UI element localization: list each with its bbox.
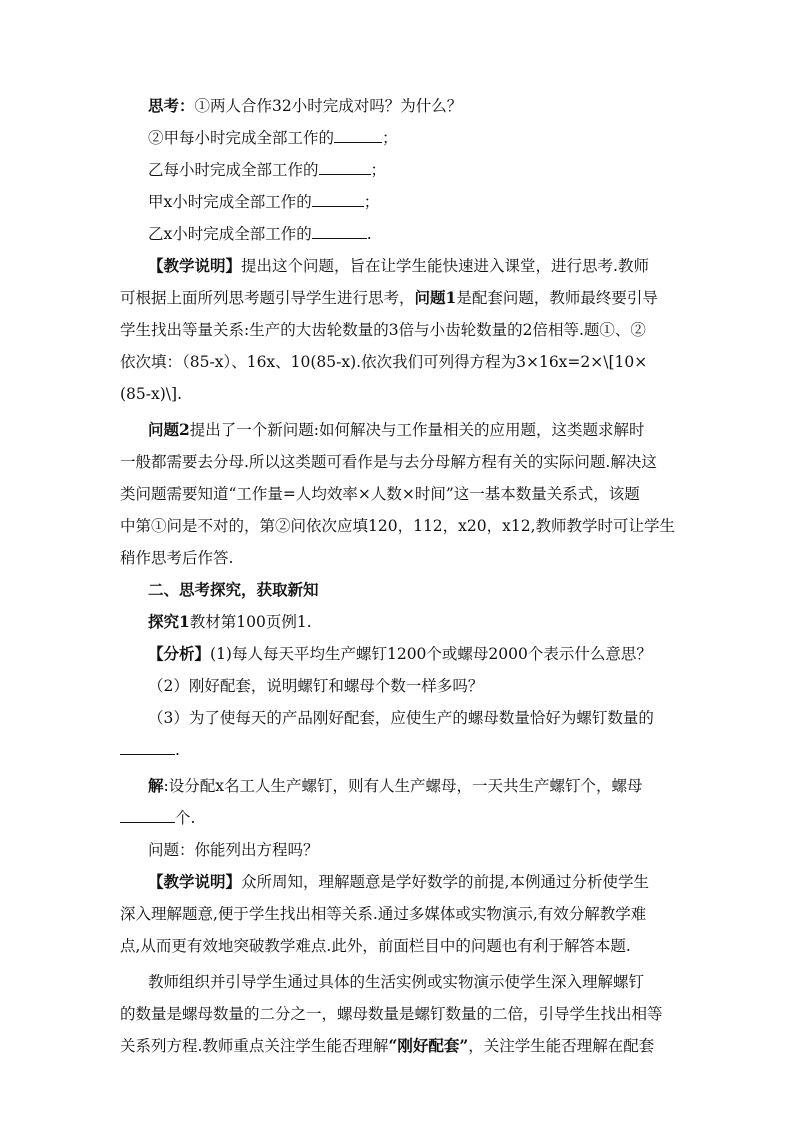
analysis-label: 【分析】 bbox=[148, 644, 211, 663]
line-text: 关系列方程.教师重点关注学生能否理解 bbox=[120, 1037, 389, 1055]
question-line bbox=[148, 840, 319, 860]
teaching-note-line-4 bbox=[120, 352, 647, 372]
problem-2-line-1 bbox=[148, 420, 645, 440]
teaching-note2-line-3 bbox=[120, 936, 631, 956]
teaching-note-line-1 bbox=[148, 256, 649, 276]
line-text: 可根据上面所列思考题引导学生进行思考， bbox=[120, 289, 415, 307]
line-text: ②甲每小时完成全部工作的 bbox=[148, 129, 335, 147]
line-end: 个. bbox=[175, 809, 196, 827]
line-text: (85-x)\]. bbox=[120, 385, 182, 403]
teaching-note-label: 【教学说明】 bbox=[148, 256, 242, 275]
problem-2-line-2 bbox=[120, 452, 657, 472]
line-text: 提出这个问题，旨在让学生能快速进入课堂，进行思考.教师 bbox=[241, 257, 649, 275]
section-heading bbox=[148, 580, 319, 600]
teaching-note-line-2 bbox=[120, 288, 658, 308]
problem-1-label: 问题1 bbox=[414, 288, 457, 307]
line-end: . bbox=[175, 741, 180, 759]
analysis-line-4 bbox=[120, 740, 180, 760]
line-text: 依次填：（85-x）、16x、10(85-x).依次我们可列得方程为3×16x=2×\[10× bbox=[120, 353, 648, 371]
line-text: 中第①问是不对的，第②问依次应填120，112，x20，x12,教师教学时可让学生 bbox=[120, 517, 676, 535]
line-end: . bbox=[366, 225, 372, 243]
answer-blank bbox=[312, 224, 367, 239]
line-text: 类问题需要知道“工作量=人均效率×人数×时间”这一基本数量关系式，该题 bbox=[120, 485, 640, 503]
answer-blank bbox=[334, 128, 382, 143]
think-question-2d bbox=[148, 224, 372, 244]
line-text: :设分配x名工人生产螺钉，则有人生产螺母，一天共生产螺钉个，螺母 bbox=[163, 777, 643, 795]
line-text: 乙每小时完成全部工作的 bbox=[148, 161, 319, 179]
analysis-line-2 bbox=[148, 676, 483, 696]
line-end: ； bbox=[382, 129, 398, 147]
analysis-line-1 bbox=[148, 644, 652, 664]
line-text: 一般都需要去分母.所以这类题可看作是与去分母解方程有关的实际问题.解决这 bbox=[120, 453, 657, 471]
problem-2-label: 问题2 bbox=[148, 420, 190, 439]
line-text: （3）为了使每天的产品刚好配套，应使生产的螺母数量恰好为螺钉数量的 bbox=[148, 709, 654, 727]
line-text: 众所周知，理解题意是学好数学的前提,本例通过分析使学生 bbox=[241, 873, 649, 891]
solution-line-1 bbox=[148, 776, 642, 796]
line-text: 点,从而更有效地突破教学难点.此外，前面栏目中的问题也有利于解答本题. bbox=[120, 937, 631, 955]
paragraph-line-3 bbox=[120, 1036, 654, 1056]
line-text: （2）刚好配套，说明螺钉和螺母个数一样多吗？ bbox=[148, 677, 484, 695]
teaching-note2-line-1 bbox=[148, 872, 649, 892]
analysis-line-3 bbox=[148, 708, 654, 728]
line-text: 稍作思考后作答. bbox=[120, 549, 234, 567]
think-question-2c bbox=[148, 192, 379, 212]
problem-2-line-5 bbox=[120, 548, 233, 568]
line-text: 乙x小时完成全部工作的 bbox=[148, 225, 312, 243]
paragraph-line-1 bbox=[148, 972, 644, 992]
explore-1-line bbox=[148, 612, 312, 632]
line-text: ，关注学生能否理解在配套 bbox=[468, 1037, 655, 1055]
answer-blank bbox=[319, 160, 371, 175]
solution-label: 解 bbox=[148, 776, 164, 795]
teaching-note-label: 【教学说明】 bbox=[148, 872, 242, 891]
section-title: 二、思考探究，获取新知 bbox=[148, 580, 319, 599]
teaching-note2-line-2 bbox=[120, 904, 646, 924]
line-end: ； bbox=[363, 193, 380, 211]
answer-blank bbox=[312, 192, 364, 207]
line-text: 学生找出等量关系:生产的大齿轮数量的3倍与小齿轮数量的2倍相等.题①、② bbox=[120, 321, 646, 339]
think-question-line bbox=[148, 96, 462, 116]
line-text: 问题：你能列出方程吗？ bbox=[148, 841, 319, 859]
think-question-1: ①两人合作32小时完成对吗？为什么？ bbox=[194, 97, 463, 115]
paragraph-line-2 bbox=[120, 1004, 663, 1024]
line-text: 是配套问题，教师最终要引导 bbox=[456, 289, 658, 307]
think-question-2a bbox=[148, 128, 398, 148]
think-label: 思考： bbox=[148, 96, 195, 115]
line-text: 的数量是螺母数量的二分之一，螺母数量是螺钉数量的二倍，引导学生找出相等 bbox=[120, 1005, 663, 1023]
line-text: 深入理解题意,便于学生找出相等关系.通过多媒体或实物演示,有效分解教学难 bbox=[120, 905, 647, 923]
line-text: 教材第100页例1. bbox=[189, 613, 312, 631]
line-text: 提出了一个新问题:如何解决与工作量相关的应用题，这类题求解时 bbox=[189, 421, 645, 439]
teaching-note-line-5 bbox=[120, 384, 182, 404]
emphasis-text: “刚好配套” bbox=[388, 1036, 469, 1055]
think-question-2b bbox=[148, 160, 386, 180]
solution-line-2 bbox=[120, 808, 195, 828]
problem-2-line-4 bbox=[120, 516, 675, 536]
problem-2-line-3 bbox=[120, 484, 640, 504]
line-text: 教师组织并引导学生通过具体的生活实例或实物演示使学生深入理解螺钉 bbox=[148, 973, 645, 991]
line-text: (1)每人每天平均生产螺钉1200个或螺母2000个表示什么意思？ bbox=[210, 645, 652, 663]
line-text: 甲x小时完成全部工作的 bbox=[148, 193, 312, 211]
line-end: ； bbox=[370, 161, 387, 179]
explore-1-label: 探究1 bbox=[148, 612, 190, 631]
answer-blank bbox=[120, 740, 175, 755]
teaching-note-line-3 bbox=[120, 320, 646, 340]
answer-blank bbox=[120, 808, 175, 823]
